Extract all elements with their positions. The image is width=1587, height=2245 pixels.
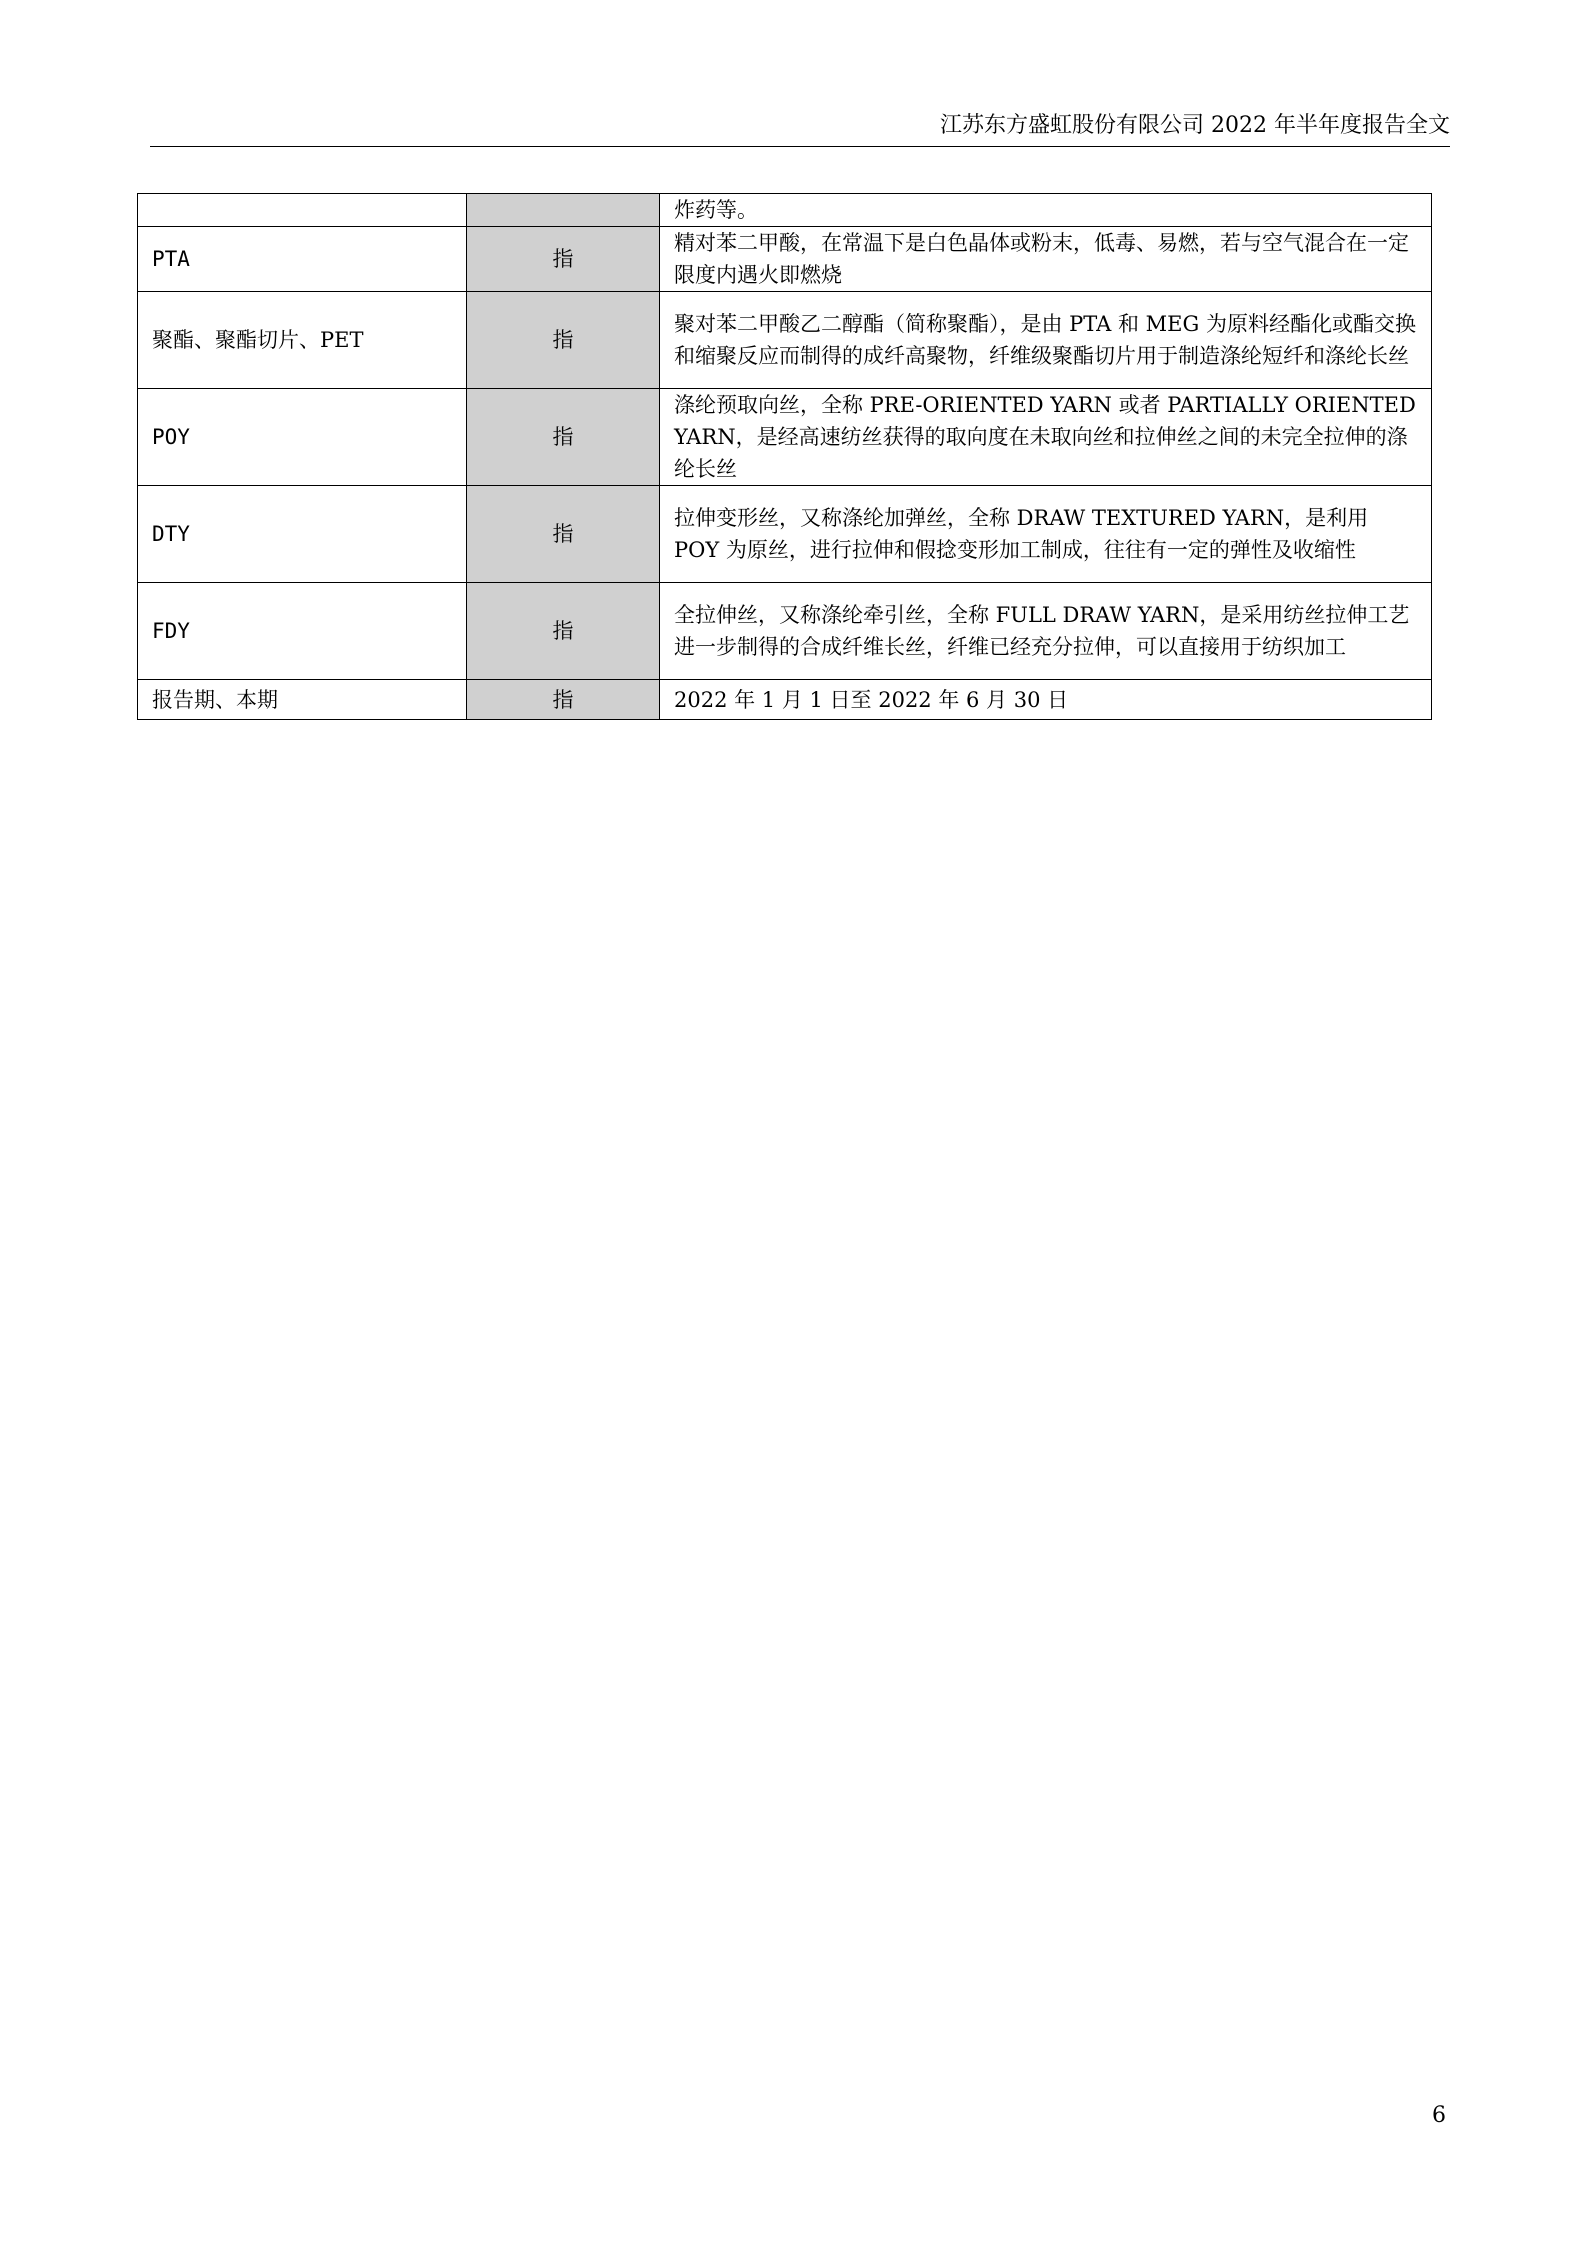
term-cell: POY (138, 389, 467, 486)
ref-cell: 指 (467, 680, 660, 720)
report-header-title: 江苏东方盛虹股份有限公司 2022 年半年度报告全文 (940, 113, 1450, 138)
table-row (138, 583, 1432, 680)
term-cell: 聚酯、聚酯切片、PET (138, 292, 467, 389)
description-cell: 聚对苯二甲酸乙二醇酯（简称聚酯），是由 PTA 和 MEG 为原料经酯化或酯交换和缩聚反应而制得的成纤高聚物，纤维级聚酯切片用于制造涤纶短纤和涤纶长丝 (660, 292, 1432, 389)
ref-cell: 指 (467, 389, 660, 486)
term-cell: PTA (138, 227, 467, 292)
page-number: 6 (1432, 2103, 1446, 2128)
table-row (138, 227, 1432, 292)
term-cell: FDY (138, 583, 467, 680)
term-cell: DTY (138, 486, 467, 583)
table-row (138, 680, 1432, 720)
description-cell: 全拉伸丝，又称涤纶牵引丝，全称 FULL DRAW YARN，是采用纺丝拉伸工艺进一步制得的合成纤维长丝，纤维已经充分拉伸，可以直接用于纺织加工 (660, 583, 1432, 680)
ref-cell: 指 (467, 583, 660, 680)
table-row (138, 292, 1432, 389)
description-cell: 精对苯二甲酸，在常温下是白色晶体或粉末，低毒、易燃，若与空气混合在一定限度内遇火即燃烧 (660, 227, 1432, 292)
term-cell: 报告期、本期 (138, 680, 467, 720)
ref-cell: 指 (467, 227, 660, 292)
description-cell: 炸药等。 (660, 194, 1432, 227)
term-cell (138, 194, 467, 227)
table-row (138, 389, 1432, 486)
description-cell: 2022 年 1 月 1 日至 2022 年 6 月 30 日 (660, 680, 1432, 720)
ref-cell: 指 (467, 292, 660, 389)
table-row (138, 194, 1432, 227)
definitions-table (137, 193, 1432, 720)
description-cell: 拉伸变形丝，又称涤纶加弹丝，全称 DRAW TEXTURED YARN，是利用 POY 为原丝，进行拉伸和假捻变形加工制成，往往有一定的弹性及收缩性 (660, 486, 1432, 583)
ref-cell (467, 194, 660, 227)
ref-cell: 指 (467, 486, 660, 583)
header-divider (150, 146, 1450, 147)
description-cell: 涤纶预取向丝，全称 PRE-ORIENTED YARN 或者 PARTIALLY ORIENTED YARN，是经高速纺丝获得的取向度在未取向丝和拉伸丝之间的未完全拉伸的涤纶长丝 (660, 389, 1432, 486)
table-row (138, 486, 1432, 583)
